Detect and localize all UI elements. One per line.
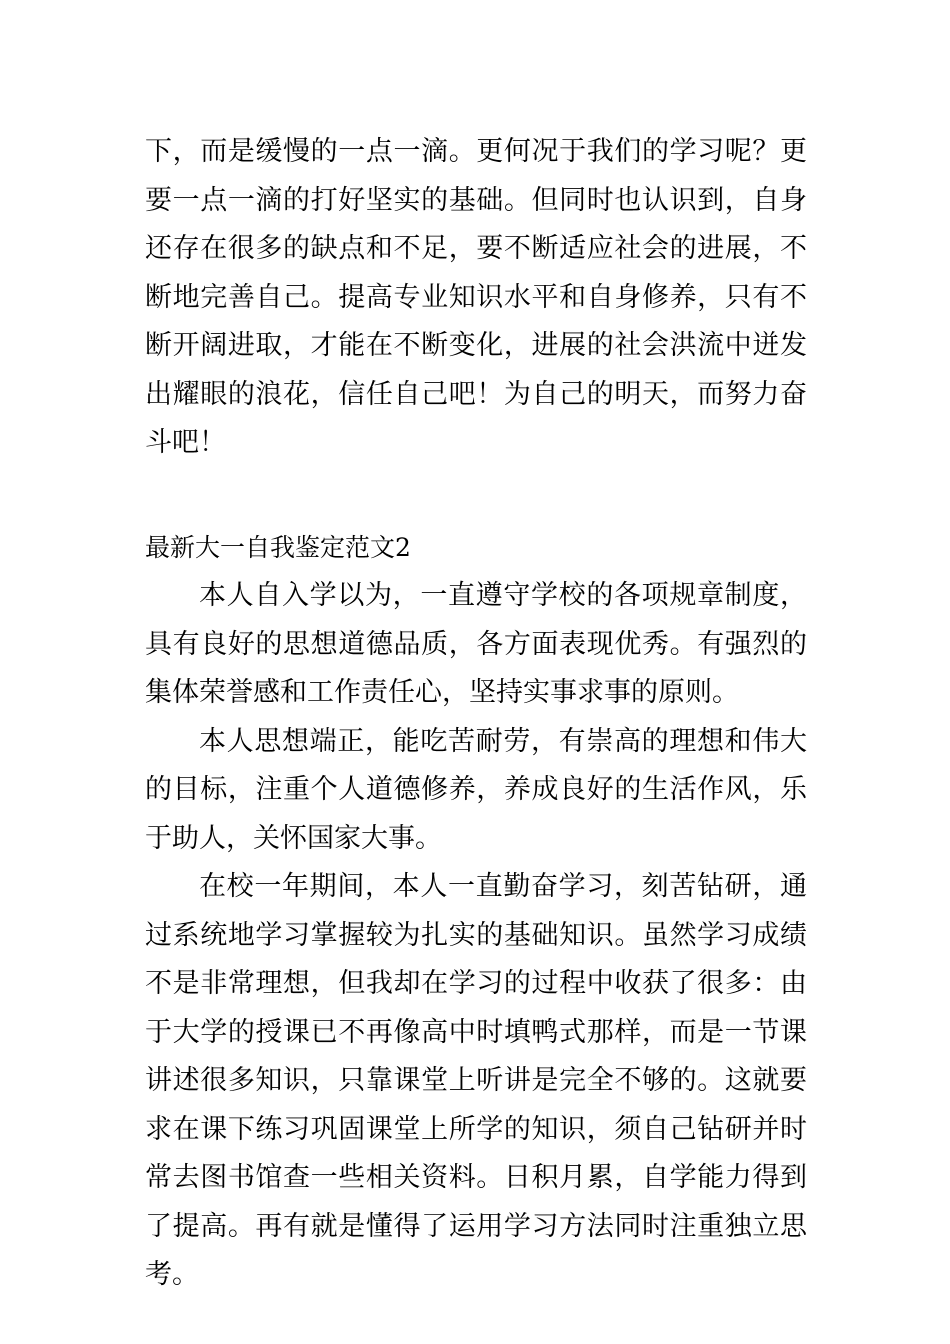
paragraph-character: 本人思想端正，能吃苦耐劳，有崇高的理想和伟大的目标，注重个人道德修养，养成良好的生活作风，乐于助人，关怀国家大事。 (145, 725, 807, 854)
paragraph-conduct: 本人自入学以为，一直遵守学校的各项规章制度，具有良好的思想道德品质，各方面表现优秀。有强烈的集体荣誉感和工作责任心，坚持实事求事的原则。 (145, 580, 807, 708)
section-title: 最新大一自我鉴定范文2 (145, 532, 411, 562)
section-spacer (145, 468, 807, 524)
document-body (145, 128, 807, 1300)
paragraph-study: 在校一年期间，本人一直勤奋学习，刻苦钻研，通过系统地学习掌握较为扎实的基础知识。虽然学习成绩不是非常理想，但我却在学习的过程中收获了很多：由于大学的授课已不再像高中时填鸭式那样，而是一节课讲述很多知识，只靠课堂上听讲是完全不够的。这就要求在课下练习巩固课堂上所学的知识，须自己钻研并时常去图书馆查一些相关资料。日积月累，自学能力得到了提高。再有就是懂得了运用学习方法同时注重独立思考。 (145, 871, 807, 1290)
continued-paragraph: 下，而是缓慢的一点一滴。更何况于我们的学习呢？更要一点一滴的打好坚实的基础。但同时也认识到，自身还存在很多的缺点和不足，要不断适应社会的进展，不断地完善自己。提高专业知识水平和自身修养，只有不断开阔进取，才能在不断变化，进展的社会洪流中迸发出耀眼的浪花，信任自己吧！为自己的明天，而努力奋斗吧！ (145, 136, 807, 458)
